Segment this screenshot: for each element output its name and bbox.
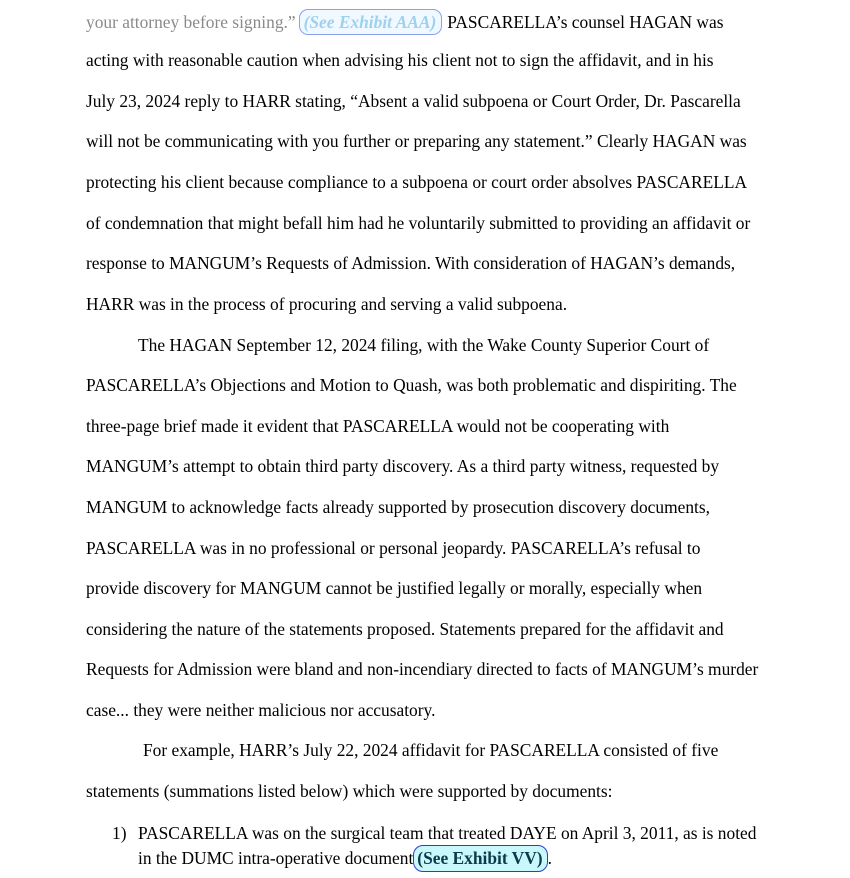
list-item-line-2 — [138, 845, 552, 872]
list-item-line-1: PASCARELLA was on the surgical team that treated DAYE on April 3, 2011, as is noted — [138, 823, 757, 843]
paragraph-3-line-indented: For example, HARR’s July 22, 2024 affidavit for PASCARELLA consisted of five — [143, 740, 719, 760]
list-item-number: 1) — [112, 823, 127, 843]
paragraph-1-line: of condemnation that might befall him had he voluntarily submitted to providing an affidavit or — [86, 213, 751, 233]
paragraph-3-line: statements (summations listed below) which were supported by documents: — [86, 781, 613, 801]
paragraph-2-line-indented: The HAGAN September 12, 2024 filing, with the Wake County Superior Court of — [138, 335, 710, 355]
list-item-period: . — [547, 848, 552, 868]
paragraph-1-line: acting with reasonable caution when advising his client not to sign the affidavit, and in his — [86, 50, 714, 70]
exhibit-vv-link[interactable]: (See Exhibit VV) — [413, 845, 547, 872]
exhibit-aaa-link[interactable]: (See Exhibit AAA) — [299, 9, 443, 35]
paragraph-1-line: will not be communicating with you further or preparing any statement.” Clearly HAGAN was — [86, 131, 747, 151]
paragraph-2-line: MANGUM to acknowledge facts already supported by prosecution discovery documents, — [86, 497, 710, 517]
paragraph-1-line: response to MANGUM’s Requests of Admission. With consideration of HAGAN’s demands, — [86, 253, 736, 273]
paragraph-2-line: considering the nature of the statements proposed. Statements prepared for the affidavit and — [86, 619, 724, 639]
paragraph-1-line: July 23, 2024 reply to HARR stating, “Absent a valid subpoena or Court Order, Dr. Pascarella — [86, 91, 741, 111]
paragraph-1-line-1-rest: PASCARELLA’s counsel HAGAN was — [447, 12, 724, 32]
paragraph-2-line: PASCARELLA was in no professional or personal jeopardy. PASCARELLA’s refusal to — [86, 538, 701, 558]
list-item-line-2-text: in the DUMC intra-operative document — [138, 848, 414, 868]
paragraph-2-line: provide discovery for MANGUM cannot be justified legally or morally, especially when — [86, 578, 703, 598]
paragraph-1-line: HARR was in the process of procuring and serving a valid subpoena. — [86, 294, 568, 314]
paragraph-2-line: PASCARELLA’s Objections and Motion to Quash, was both problematic and dispiriting. The — [86, 375, 737, 395]
faded-quote-text: your attorney before signing.” — [86, 12, 296, 32]
paragraph-2-line: case... they were neither malicious nor accusatory. — [86, 700, 436, 720]
paragraph-1-line-1 — [86, 9, 723, 35]
paragraph-2-line: Requests for Admission were bland and non-incendiary directed to facts of MANGUM’s murder — [86, 659, 759, 679]
paragraph-2-line: three-page brief made it evident that PASCARELLA would not be cooperating with — [86, 416, 670, 436]
paragraph-2-line: MANGUM’s attempt to obtain third party discovery. As a third party witness, requested by — [86, 456, 720, 476]
paragraph-1-line: protecting his client because compliance to a subpoena or court order absolves PASCARELLA — [86, 172, 748, 192]
